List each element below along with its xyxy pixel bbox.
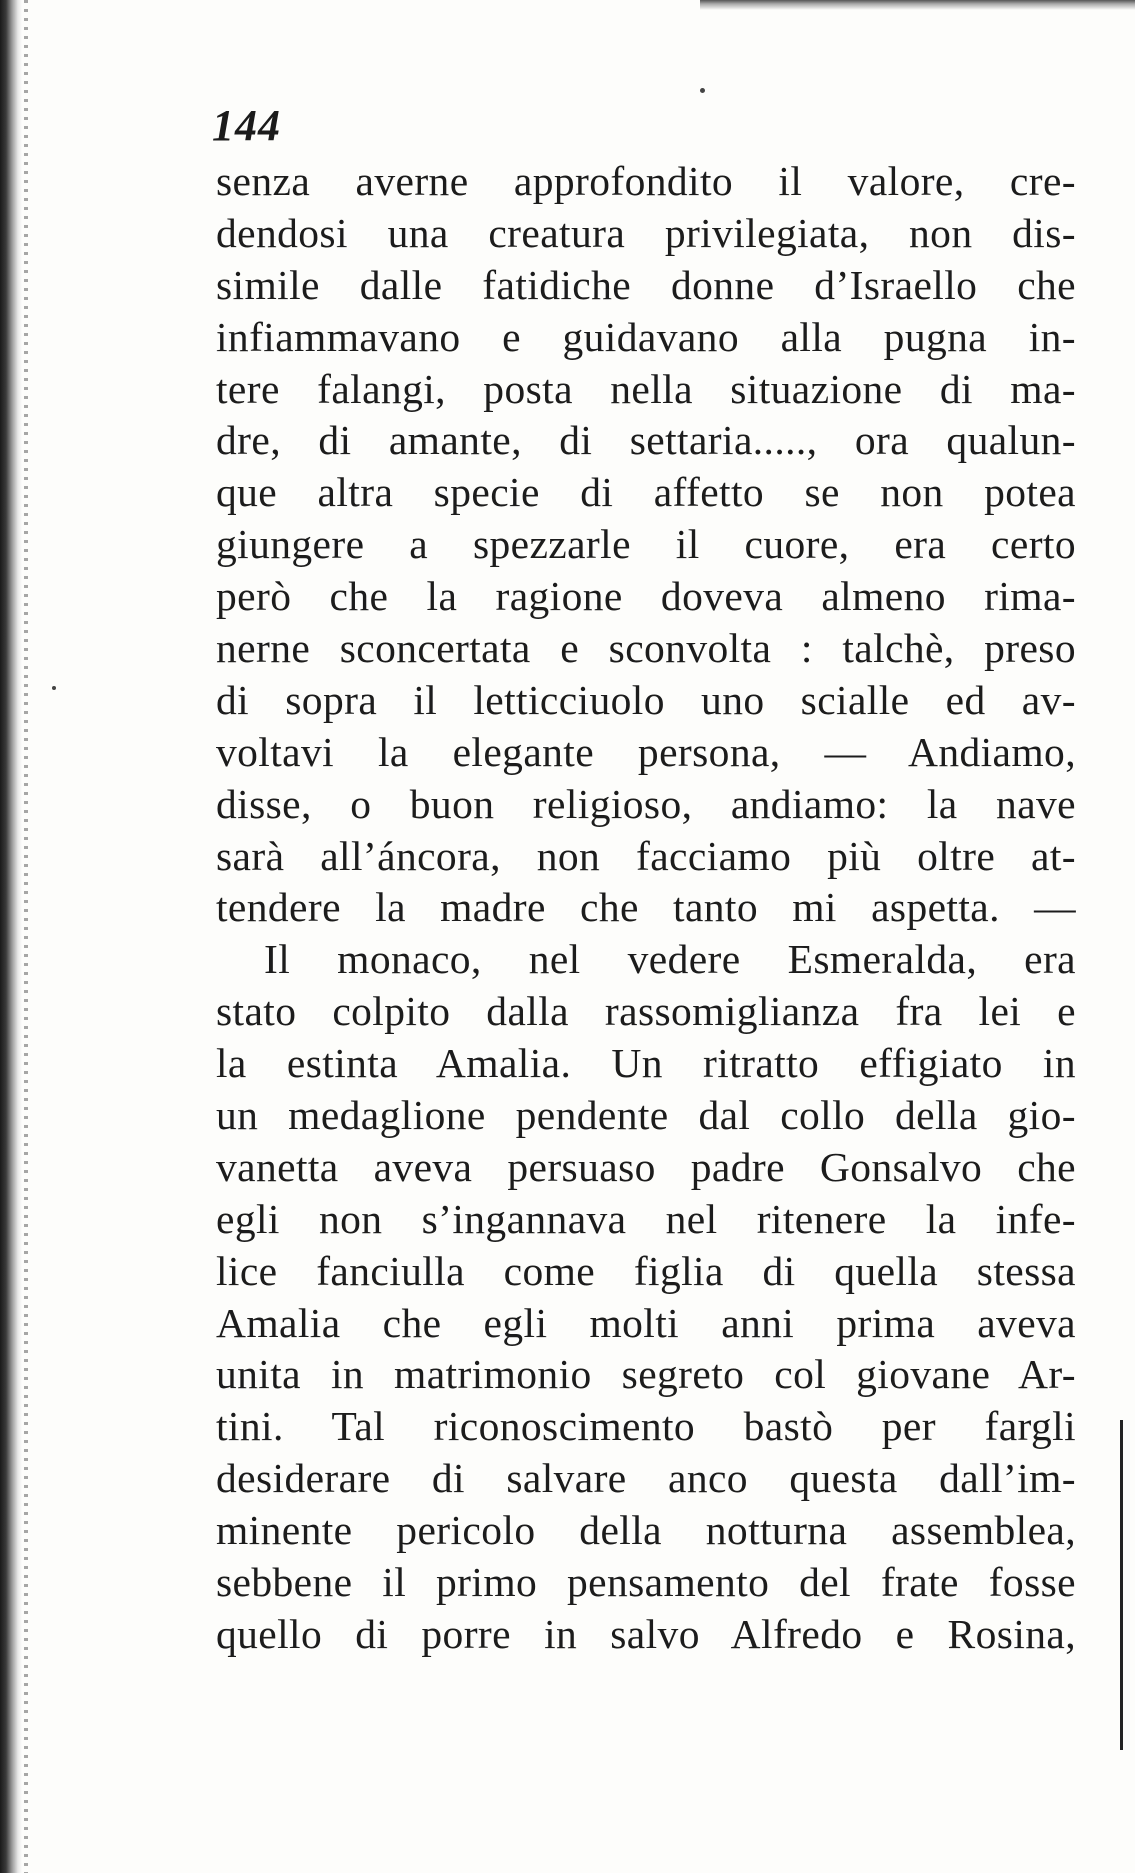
text-line: però che la ragione doveva almeno rima-	[216, 573, 1076, 620]
page-number: 144	[212, 101, 281, 150]
text-line: que altra specie di affetto se non potea	[216, 469, 1076, 516]
ink-speck	[52, 686, 56, 690]
text-line: sebbene il primo pensamento del frate fosse	[216, 1559, 1076, 1606]
text-line: voltavi la elegante persona, — Andiamo,	[216, 728, 1076, 775]
text-line: Amalia che egli molti anni prima aveva	[216, 1299, 1076, 1346]
text-line: egli non s’ingannava nel ritenere la infe-	[216, 1195, 1076, 1242]
text-line: tini. Tal riconoscimento bastò per fargli	[216, 1403, 1076, 1450]
paragraph-start-line: Il monaco, nel vedere Esmeralda, era	[264, 936, 1076, 983]
text-line: desiderare di salvare anco questa dall’im-	[216, 1455, 1076, 1502]
text-line: lice fanciulla come figlia di quella stessa	[216, 1247, 1076, 1294]
ink-speck	[700, 88, 705, 93]
text-line: tendere la madre che tanto mi aspetta. —	[216, 884, 1076, 931]
text-line: senza averne approfondito il valore, cre-	[216, 158, 1076, 204]
text-line: minente pericolo della notturna assemblea,	[216, 1507, 1076, 1554]
text-line: dendosi una creatura privilegiata, non dis-	[216, 209, 1076, 256]
top-page-edge	[700, 0, 1135, 10]
text-line: unita in matrimonio segreto col giovane Ar-	[216, 1351, 1076, 1398]
text-line: un medaglione pendente dal collo della gio-	[216, 1092, 1076, 1139]
text-line: vanetta aveva persuaso padre Gonsalvo che	[216, 1143, 1076, 1190]
text-line: di sopra il letticciuolo uno scialle ed av-	[216, 676, 1076, 723]
text-line: infiammavano e guidavano alla pugna in-	[216, 313, 1076, 360]
text-line: giungere a spezzarle il cuore, era certo	[216, 521, 1076, 568]
right-page-edge	[1120, 1420, 1123, 1750]
text-line: sarà all’áncora, non facciamo più oltre at-	[216, 832, 1076, 879]
text-line: dre, di amante, di settaria....., ora qualun-	[216, 417, 1076, 464]
text-line: disse, o buon religioso, andiamo: la nave	[216, 780, 1076, 827]
text-line: nerne sconcertata e sconvolta : talchè, preso	[216, 625, 1076, 672]
text-line: tere falangi, posta nella situazione di ma-	[216, 365, 1076, 412]
text-line: la estinta Amalia. Un ritratto effigiato in	[216, 1040, 1076, 1087]
text-line: simile dalle fatidiche donne d’Israello che	[216, 261, 1076, 308]
body-text	[216, 156, 1076, 1661]
binding-edge	[0, 0, 22, 1873]
text-line: quello di porre in salvo Alfredo e Rosina,	[216, 1610, 1076, 1657]
text-line: stato colpito dalla rassomiglianza fra lei e	[216, 988, 1076, 1035]
binding-stitching	[24, 0, 28, 1873]
